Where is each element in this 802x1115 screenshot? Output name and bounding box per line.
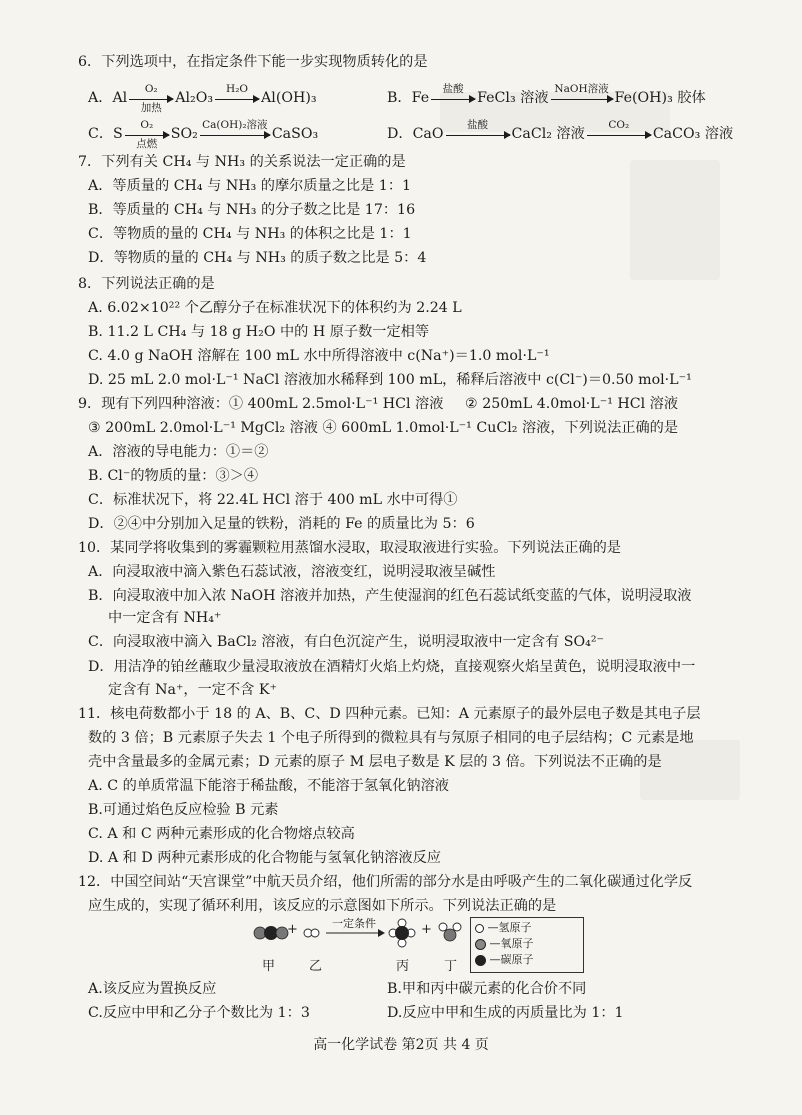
q12-stem-line1: 12．中国空间站“天宫课堂”中航天员介绍，他们所需的部分水是由呼吸产生的二氧化碳通过化学反 (78, 874, 693, 890)
q7-option-d[interactable]: D．等物质的量的 CH₄ 与 NH₃ 的质子数之比是 5：4 (88, 250, 427, 266)
q11-option-a[interactable]: A. C 的单质常温下能溶于稀盐酸，不能溶于氢氧化钠溶液 (88, 778, 449, 794)
q8-option-c[interactable]: C. 4.0 g NaOH 溶解在 100 mL 水中所得溶液中 c(Na⁺)＝1.0 mol·L⁻¹ (88, 348, 550, 364)
oxygen-atom (444, 929, 456, 941)
q11-stem-line3: 壳中含量最多的金属元素；D 元素的原子 M 层电子数是 K 层的 3 倍。下列说法不正确的是 (88, 754, 662, 770)
q12-option-c[interactable]: C.反应中甲和乙分子个数比为 1：3 (88, 1005, 310, 1021)
hydrogen-icon (475, 924, 484, 933)
q6-d-s3: CaCO₃ 溶液 (652, 126, 734, 142)
q9-option-a[interactable]: A．溶液的导电能力：①＝② (88, 444, 269, 460)
q6-a-s1: Al (112, 90, 128, 106)
q6-c-label: C． (88, 126, 114, 142)
arrow-condition: O₂ (144, 82, 158, 95)
q9-stem-line2: ③ 200mL 2.0mol·L⁻¹ MgCl₂ 溶液 ④ 600mL 1.0mol·L⁻¹ CuCl₂ 溶液，下列说法正确的是 (88, 420, 679, 436)
label-bing: 丙 (396, 959, 410, 974)
q11-stem-line2: 数的 3 倍；B 元素原子失去 1 个电子所得到的微粒具有与氖原子相同的电子层结构；C 元素是地 (88, 730, 694, 746)
arrow-condition: NaOH溶液 (554, 82, 609, 95)
atom-legend (470, 917, 584, 973)
q6-b-s1: Fe (411, 90, 430, 106)
q7-option-c[interactable]: C．等物质的量的 CH₄ 与 NH₃ 的体积之比是 1：1 (88, 226, 412, 242)
carbon-atom (395, 926, 409, 940)
q6-d-s1: CaO (412, 126, 444, 142)
carbon-icon (475, 955, 486, 966)
q6-a-s2: Al₂O₃ (175, 90, 214, 106)
diagram-plus-2: + (421, 922, 432, 937)
q7-stem: 7．下列有关 CH₄ 与 NH₃ 的关系说法一定正确的是 (78, 154, 406, 170)
q7-option-b[interactable]: B．等质量的 CH₄ 与 NH₃ 的分子数之比是 17：16 (88, 202, 416, 218)
oxygen-icon (475, 939, 486, 950)
diagram-condition: 一定条件 (332, 917, 376, 930)
q11-option-b[interactable]: B.可通过焰色反应检验 B 元素 (88, 802, 279, 818)
arrow-condition: CO₂ (608, 118, 630, 131)
q6-b-s3: Fe(OH)₃ 胶体 (614, 90, 706, 106)
diagram-plus-1: + (287, 922, 298, 937)
q6-c-s3: CaSO₃ (271, 126, 319, 142)
q11-option-d[interactable]: D. A 和 D 两种元素形成的化合物能与氢氧化钠溶液反应 (88, 850, 441, 866)
q10-stem: 10．某同学将收集到的雾霾颗粒用蒸馏水浸取，取浸取液进行实验。下列说法正确的是 (78, 540, 621, 556)
reaction-arrow (431, 82, 475, 99)
reaction-arrow (200, 118, 270, 135)
arrow-condition: 加热 (140, 101, 162, 114)
q6-a-s3: Al(OH)₃ (261, 90, 317, 106)
q8-option-d[interactable]: D. 25 mL 2.0 mol·L⁻¹ NaCl 溶液加水稀释到 100 mL，稀释后溶液中 c(Cl⁻)＝0.50 mol·L⁻¹ (88, 372, 692, 388)
q9-stem-line1: 9．现有下列四种溶液：① 400mL 2.5mol·L⁻¹ HCl 溶液 (78, 396, 444, 412)
q6-c-s1: S (113, 126, 123, 142)
arrow-condition: 盐酸 (467, 118, 489, 131)
q9-option-c[interactable]: C．标准状况下，将 22.4L HCl 溶于 400 mL 水中可得① (88, 492, 458, 508)
q6-d-s2: CaCl₂ 溶液 (511, 126, 585, 142)
q10-option-d-line1[interactable]: D．用洁净的铂丝蘸取少量浸取液放在酒精灯火焰上灼烧，直接观察火焰呈黄色，说明浸取液中一 (88, 659, 696, 675)
q8-stem: 8．下列说法正确的是 (78, 276, 215, 292)
q9-option-b[interactable]: B. Cl⁻的物质的量：③＞④ (88, 468, 259, 484)
reaction-arrow (129, 82, 173, 114)
q6-d-label: D． (387, 126, 413, 142)
hydrogen-atom (398, 919, 406, 927)
q12-option-b[interactable]: B.甲和丙中碳元素的化合价不同 (387, 981, 587, 997)
q11-stem-line1: 11．核电荷数都小于 18 的 A、B、C、D 四种元素。已知：A 元素原子的最外层电子数是其电子层 (78, 706, 701, 722)
scan-artifact (630, 160, 720, 280)
q8-option-a[interactable]: A. 6.02×10²² 个乙醇分子在标准状况下的体积约为 2.24 L (88, 300, 462, 316)
reaction-arrow (125, 118, 169, 150)
q9-stem-line1b: ② 250mL 4.0mol·L⁻¹ HCl 溶液 (465, 396, 679, 412)
hydrogen-atom (453, 923, 461, 931)
q6-option-b[interactable] (387, 82, 706, 108)
arrow-condition: H₂O (226, 82, 249, 95)
q7-option-a[interactable]: A．等质量的 CH₄ 与 NH₃ 的摩尔质量之比是 1：1 (88, 178, 412, 194)
q9-option-d[interactable]: D．②④中分别加入足量的铁粉，消耗的 Fe 的质量比为 5：6 (88, 516, 475, 532)
page-footer: 高一化学试卷 第2页 共 4 页 (313, 1037, 489, 1053)
q10-option-b-line1[interactable]: B．向浸取液中加入浓 NaOH 溶液并加热，产生使湿润的红色石蕊试纸变蓝的气体，说明浸取液 (88, 588, 692, 604)
q6-option-c[interactable] (88, 118, 319, 150)
legend-oxygen: —氧原子 (489, 937, 534, 950)
reaction-arrow (215, 82, 259, 99)
arrow-condition: 盐酸 (442, 82, 464, 95)
q12-option-d[interactable]: D.反应中甲和生成的丙质量比为 1：1 (387, 1005, 624, 1021)
q6-b-label: B． (387, 90, 412, 106)
reaction-arrow (446, 118, 510, 135)
label-jia: 甲 (262, 959, 276, 974)
q11-option-c[interactable]: C. A 和 C 两种元素形成的化合物熔点较高 (88, 826, 355, 842)
hydrogen-atom (398, 939, 406, 947)
arrow-condition: O₂ (140, 118, 154, 131)
label-ding: 丁 (444, 959, 458, 974)
q10-option-b-line2: 中一定含有 NH₄⁺ (108, 610, 222, 626)
legend-hydrogen: —氢原子 (487, 921, 532, 934)
q6-stem: 6．下列选项中，在指定条件下能一步实现物质转化的是 (78, 54, 428, 70)
q6-option-d[interactable] (387, 118, 734, 144)
q6-a-label: A． (88, 90, 113, 106)
q12-option-a[interactable]: A.该反应为置换反应 (88, 981, 217, 997)
q10-option-c[interactable]: C．向浸取液中滴入 BaCl₂ 溶液，有白色沉淀产生，说明浸取液中一定含有 SO₄²⁻ (88, 634, 605, 650)
arrow-condition: Ca(OH)₂溶液 (202, 118, 268, 131)
hydrogen-atom (311, 929, 319, 937)
hydrogen-atom (439, 923, 447, 931)
q12-stem-line2: 应生成的，实现了循环利用，该反应的示意图如下所示。下列说法正确的是 (88, 898, 557, 914)
reaction-arrow (587, 118, 651, 135)
q6-option-a[interactable] (88, 82, 317, 114)
q6-b-s2: FeCl₃ 溶液 (477, 90, 549, 106)
reaction-arrow (551, 82, 613, 99)
q8-option-b[interactable]: B. 11.2 L CH₄ 与 18 g H₂O 中的 H 原子数一定相等 (88, 324, 430, 340)
legend-carbon: —碳原子 (489, 953, 534, 966)
q10-option-a[interactable]: A．向浸取液中滴入紫色石蕊试液，溶液变红，说明浸取液呈碱性 (88, 564, 496, 580)
label-yi: 乙 (309, 959, 323, 974)
arrow-condition: 点燃 (136, 137, 158, 150)
q10-option-d-line2: 定含有 Na⁺，一定不含 K⁺ (108, 682, 277, 698)
q6-c-s2: SO₂ (170, 126, 198, 142)
